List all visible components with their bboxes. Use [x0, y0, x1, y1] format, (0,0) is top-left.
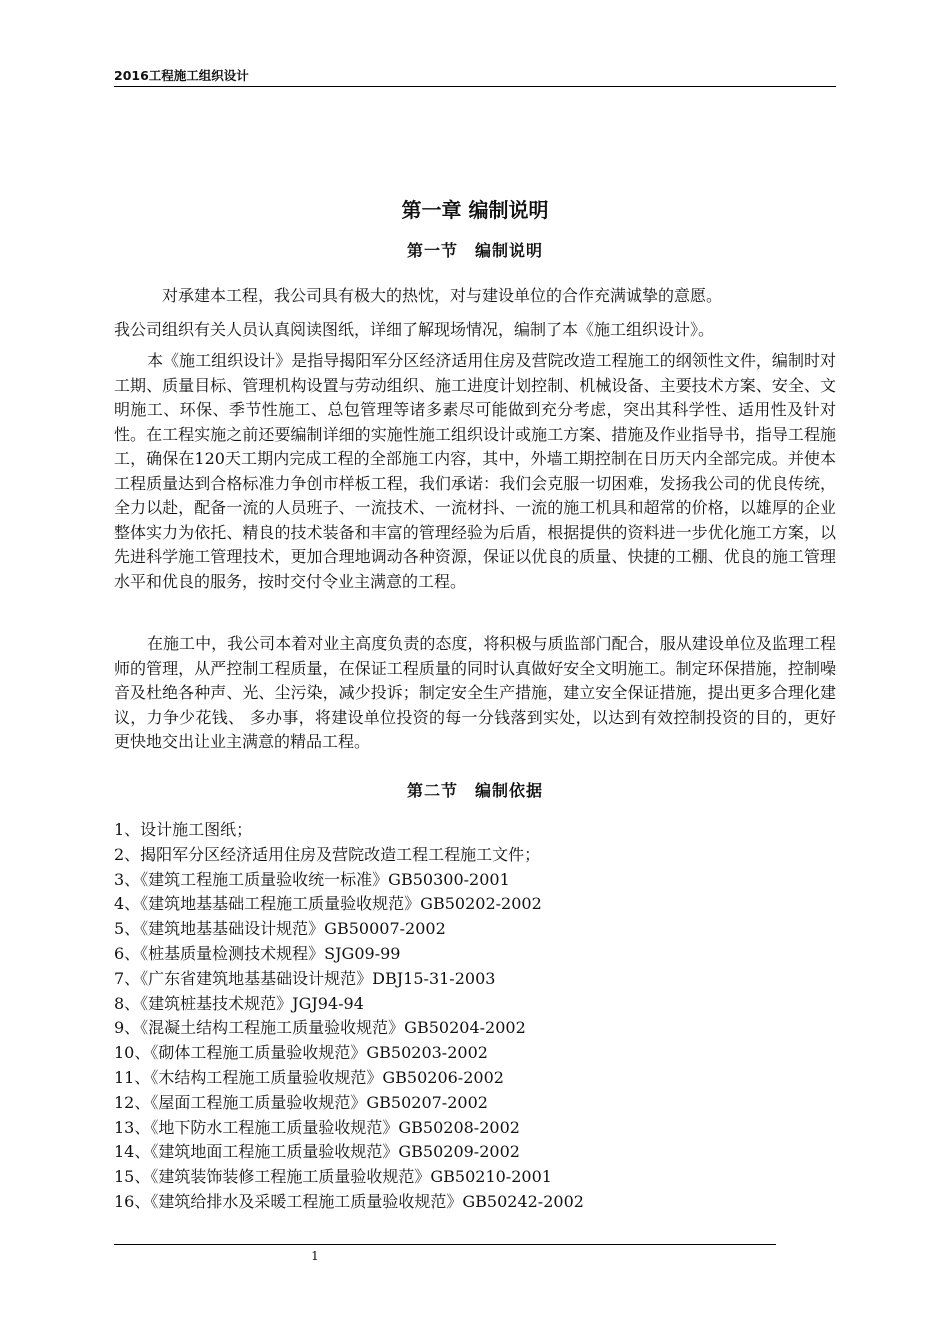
list-item: 3、《建筑工程施工质量验收统一标准》GB50300-2001 [114, 869, 510, 889]
list-item: 12、《屋面工程施工质量验收规范》GB50207-2002 [114, 1092, 488, 1112]
list-item: 2、揭阳军分区经济适用住房及营院改造工程工程施工文件； [114, 844, 541, 864]
footer-divider [114, 1244, 776, 1245]
list-item: 16、《建筑给排水及采暖工程施工质量验收规范》GB50242-2002 [114, 1191, 584, 1211]
list-item: 8、《建筑桩基技术规范》JGJ94-94 [114, 993, 364, 1013]
list-item: 11、《木结构工程施工质量验收规范》GB50206-2002 [114, 1067, 504, 1087]
section-1-title: 第一节 编制说明 [406, 241, 543, 260]
list-item: 9、《混凝土结构工程施工质量验收规范》GB50204-2002 [114, 1018, 526, 1038]
list-item: 5、《建筑地基基础设计规范》GB50007-2002 [114, 919, 446, 939]
paragraph-4: 在施工中，我公司本着对业主高度负责的态度，将积极与质监部门配合，服从建设单位及监理工程师的管理，从严控制工程质量，在保证工程质量的同时认真做好安全文明施工。制定环保措施，控制噪音及杜绝各种声、光、尘污染，减少投诉；制定安全生产措施，建立安全保证措施，提出更多合理化建议，力争少花钱、 多办事，将建设单位投资的每一分钱落到实处，以达到有效控制投资的目的，更好更快地交出让业主满意的精品工程。 [114, 634, 836, 751]
list-item: 10、《砌体工程施工质量验收规范》GB50203-2002 [114, 1043, 488, 1063]
reference-list [114, 818, 836, 1215]
list-item: 1、设计施工图纸； [114, 820, 253, 839]
chapter-title: 第一章 编制说明 [401, 198, 549, 222]
paragraph-1: 对承建本工程，我公司具有极大的热忱，对与建设单位的合作充满诚挚的意愿。 [162, 286, 723, 305]
list-item: 14、《建筑地面工程施工质量验收规范》GB50209-2002 [114, 1142, 520, 1162]
paragraph-2: 我公司组织有关人员认真阅读图纸，详细了解现场情况，编制了本《施工组织设计》。 [114, 320, 715, 339]
paragraph-3: 本《施工组织设计》是指导揭阳军分区经济适用住房及营院改造工程施工的纲领性文件，编制时对工期、质量目标、管理机构设置与劳动组织、施工进度计划控制、机械设备、主要技术方案、安全、文明施工、环保、季节性施工、总包管理等诸多素尽可能做到充分考虑，突出其科学性、适用性及针对性。在工程实施之前还要编制详细的实施性施工组织设计或施工方案、措施及作业指导书，指导工程施工，确保在120天工期内完成工程的全部施工内容，其中，外墙工期控制在日历天内全部完成。并使本工程质量达到合格标准力争创市样板工程，我们承诺：我们会克服一切困难，发扬我公司的优良传统，全力以赴，配备一流的人员班子、一流技术、一流材抖、一流的施工机具和超常的价格，以雄厚的企业整体实力为依托、精良的技术装备和丰富的管理经验为后盾，根据提供的资料进一步优化施工方案，以先进科学施工管理技术，更加合理地调动各种资源，保证以优良的质量、快捷的工棚、优良的施工管理水平和优良的服务，按时交付令业主满意的工程。 [114, 351, 836, 591]
list-item: 6、《桩基质量检测技术规程》SJG09-99 [114, 943, 401, 963]
section-2-title: 第二节 编制依据 [406, 781, 543, 800]
list-item: 7、《广东省建筑地基基础设计规范》DBJ15-31-2003 [114, 968, 496, 988]
page-number: 1 [311, 1249, 319, 1263]
page-header [114, 64, 836, 87]
list-item: 4、《建筑地基基础工程施工质量验收规范》GB50202-2002 [114, 894, 542, 914]
list-item: 13、《地下防水工程施工质量验收规范》GB50208-2002 [114, 1117, 520, 1137]
list-item: 15、《建筑装饰装修工程施工质量验收规范》GB50210-2001 [114, 1167, 552, 1187]
header-title: 2016工程施工组织设计 [114, 68, 249, 83]
